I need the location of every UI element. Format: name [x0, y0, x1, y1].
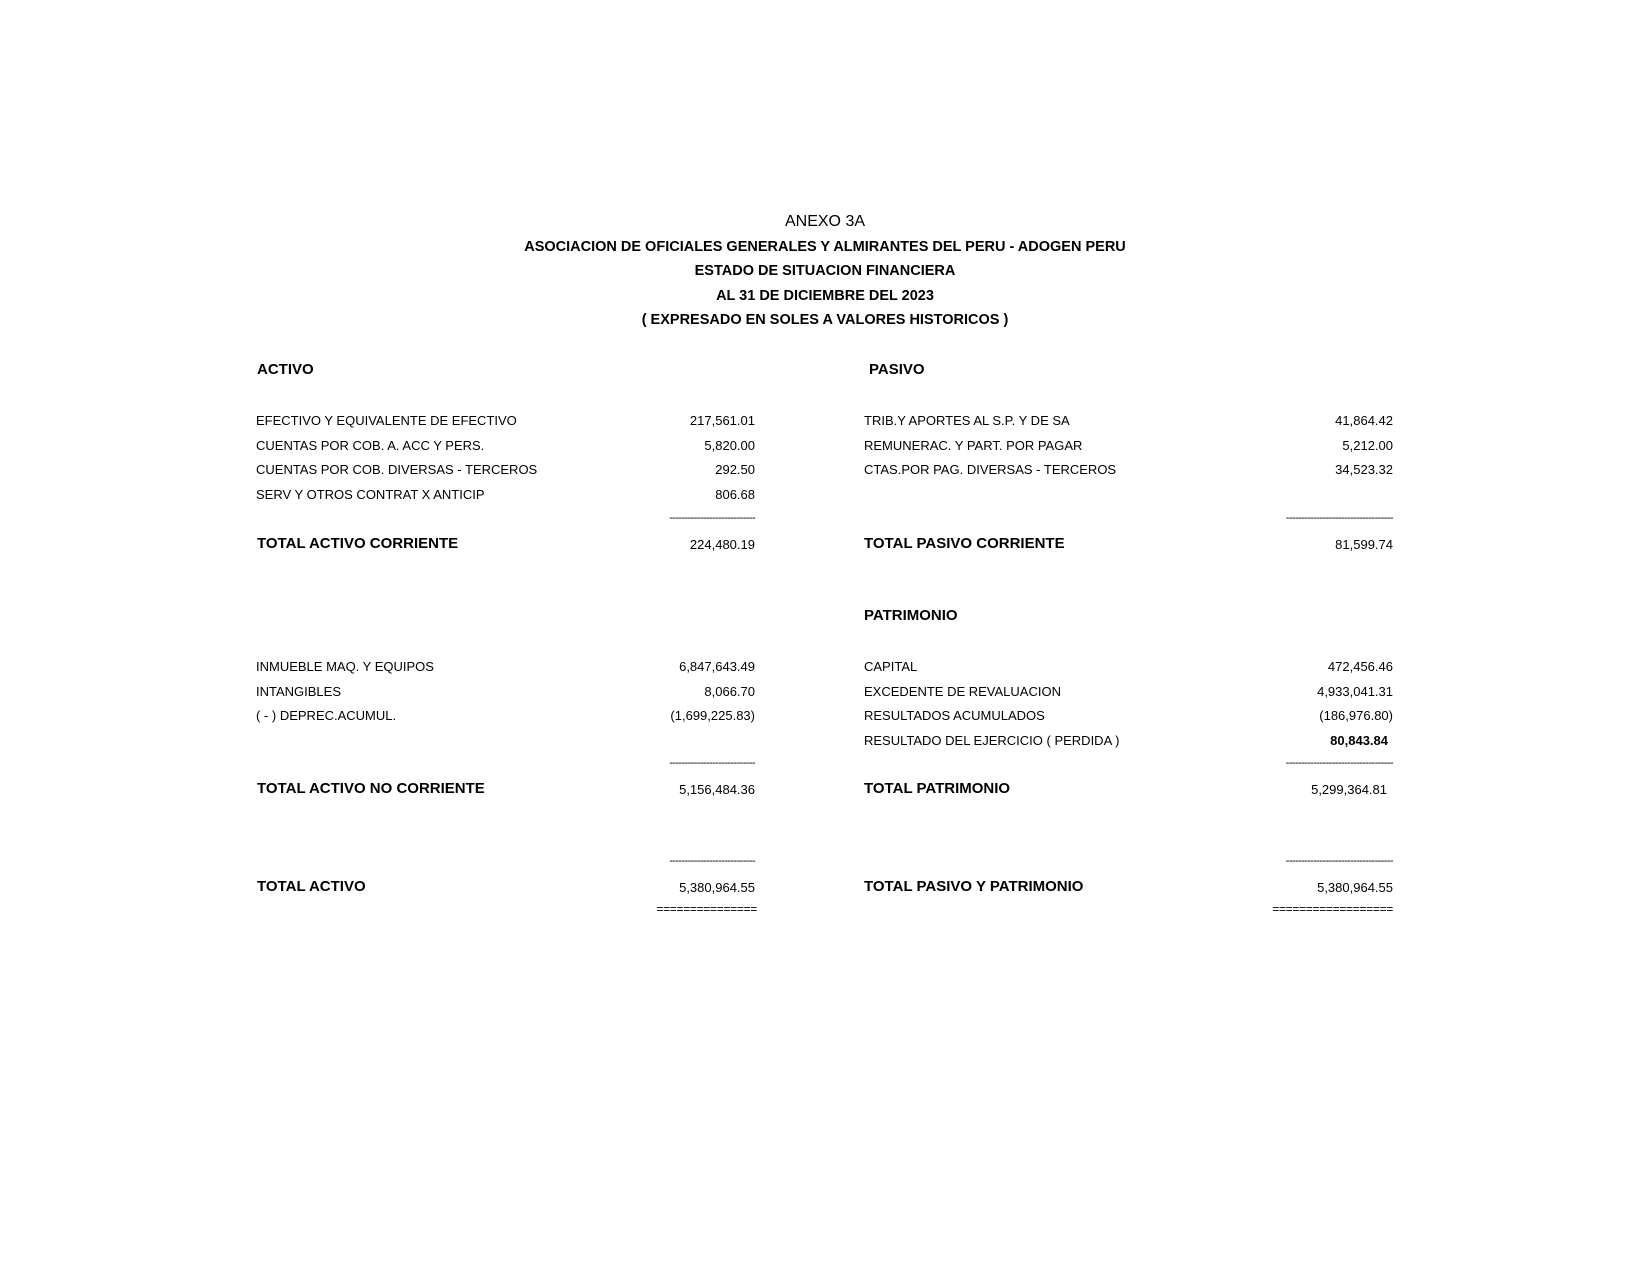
patrimonio-label: RESULTADO DEL EJERCICIO ( PERDIDA ): [864, 733, 1120, 748]
subtotal-rule-right: -----------------------------------: [1285, 512, 1393, 524]
patrimonio-label: EXCEDENTE DE REVALUACION: [864, 684, 1061, 699]
resultado-ejercicio-value: 80,843.84: [1330, 733, 1388, 748]
total-activo-label: TOTAL ACTIVO: [257, 878, 366, 895]
patrimonio-label: RESULTADOS ACUMULADOS: [864, 708, 1045, 723]
total-pasivo-patrimonio-label: TOTAL PASIVO Y PATRIMONIO: [864, 878, 1084, 895]
subtotal-rule-left: ----------------------------: [669, 757, 755, 769]
total-activo-no-corriente-value: 5,156,484.36: [679, 782, 755, 797]
patrimonio-value: (186,976.80): [1319, 708, 1393, 723]
total-pasivo-corriente-value: 81,599.74: [1335, 537, 1393, 552]
activo-current-label: EFECTIVO Y EQUIVALENTE DE EFECTIVO: [256, 413, 517, 428]
pasivo-current-value: 34,523.32: [1335, 462, 1393, 477]
pasivo-current-value: 41,864.42: [1335, 413, 1393, 428]
activo-current-label: CUENTAS POR COB. A. ACC Y PERS.: [256, 438, 485, 453]
patrimonio-heading: PATRIMONIO: [864, 607, 958, 624]
activo-noncurrent-label: ( - ) DEPREC.ACUMUL.: [256, 708, 397, 723]
activo-noncurrent-label: INTANGIBLES: [256, 684, 342, 699]
double-rule-right: ==================: [1272, 902, 1393, 916]
pasivo-current-label: TRIB.Y APORTES AL S.P. Y DE SA: [864, 413, 1070, 428]
activo-noncurrent-value: 6,847,643.49: [679, 659, 755, 674]
activo-current-value: 292.50: [715, 462, 755, 477]
patrimonio-label: CAPITAL: [864, 659, 918, 674]
patrimonio-value: 4,933,041.31: [1317, 684, 1393, 699]
patrimonio-value: 472,456.46: [1327, 659, 1393, 674]
annex-label: ANEXO 3A: [784, 213, 866, 230]
activo-current-value: 806.68: [715, 487, 755, 502]
pasivo-current-value: 5,212.00: [1342, 438, 1393, 453]
grand-total-rule-left: ----------------------------: [669, 855, 755, 867]
total-pasivo-corriente-label: TOTAL PASIVO CORRIENTE: [864, 535, 1065, 552]
subtotal-rule-left: ----------------------------: [669, 512, 755, 524]
total-activo-no-corriente-label: TOTAL ACTIVO NO CORRIENTE: [257, 780, 485, 797]
activo-noncurrent-value: 8,066.70: [704, 684, 755, 699]
total-patrimonio-value: 5,299,364.81: [1311, 782, 1387, 797]
organization-name: ASOCIACION DE OFICIALES GENERALES Y ALMIRANTES DEL PERU - ADOGEN PERU: [524, 239, 1126, 255]
pasivo-heading: PASIVO: [869, 361, 925, 378]
statement-title: ESTADO DE SITUACION FINANCIERA: [694, 263, 956, 279]
total-patrimonio-label: TOTAL PATRIMONIO: [864, 780, 1011, 797]
activo-current-label: SERV Y OTROS CONTRAT X ANTICIP: [256, 487, 485, 502]
grand-total-rule-right: -----------------------------------: [1285, 855, 1393, 867]
total-activo-corriente-label: TOTAL ACTIVO CORRIENTE: [257, 535, 459, 552]
activo-current-label: CUENTAS POR COB. DIVERSAS - TERCEROS: [256, 462, 538, 477]
currency-note: ( EXPRESADO EN SOLES A VALORES HISTORICOS ): [641, 312, 1009, 328]
activo-current-value: 5,820.00: [704, 438, 755, 453]
subtotal-rule-right: -----------------------------------: [1285, 757, 1393, 769]
pasivo-current-label: CTAS.POR PAG. DIVERSAS - TERCEROS: [864, 462, 1117, 477]
total-activo-value: 5,380,964.55: [679, 880, 755, 895]
total-pasivo-patrimonio-value: 5,380,964.55: [1317, 880, 1393, 895]
activo-noncurrent-value: (1,699,225.83): [670, 708, 755, 723]
activo-noncurrent-label: INMUEBLE MAQ. Y EQUIPOS: [256, 659, 434, 674]
total-activo-corriente-value: 224,480.19: [689, 537, 755, 552]
statement-date: AL 31 DE DICIEMBRE DEL 2023: [716, 288, 934, 304]
double-rule-left: ===============: [656, 902, 757, 916]
pasivo-current-label: REMUNERAC. Y PART. POR PAGAR: [864, 438, 1083, 453]
activo-heading: ACTIVO: [257, 361, 314, 378]
activo-current-value: 217,561.01: [689, 413, 755, 428]
